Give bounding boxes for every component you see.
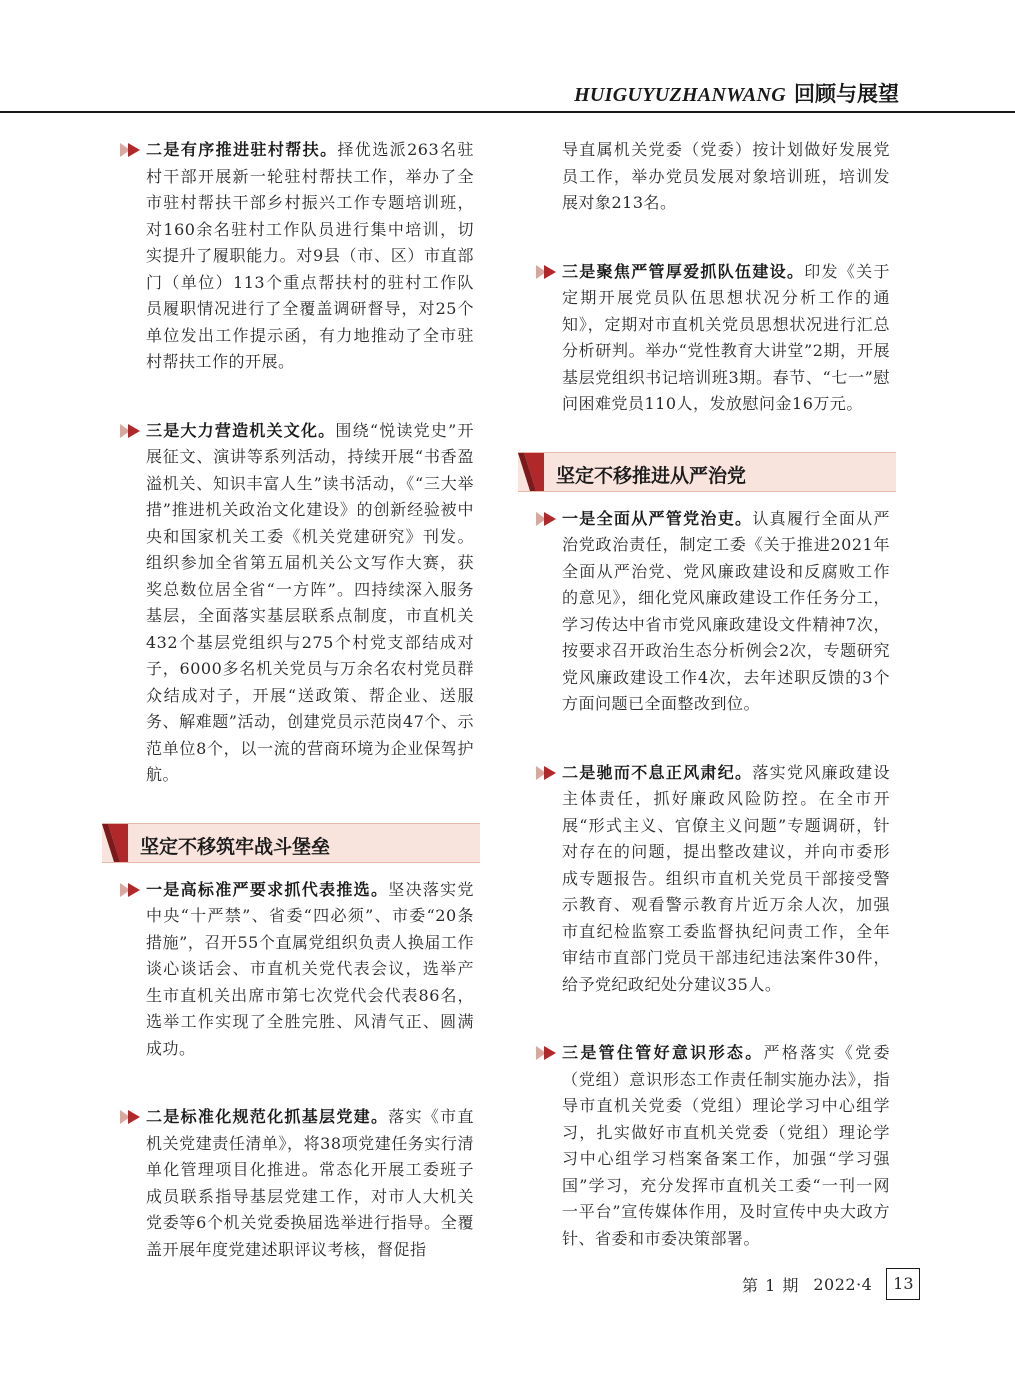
double-arrow-icon <box>536 265 558 279</box>
header-title <box>574 78 899 108</box>
page-footer <box>742 1268 920 1300</box>
paragraph-lead: 二是驰而不息正风肃纪。 <box>562 762 753 782</box>
paragraph-lead: 三是管住管好意识形态。 <box>562 1043 764 1062</box>
issue-date: 2022·4 <box>813 1274 873 1294</box>
paragraph-body: 严格落实《党委（党组）意识形态工作责任制实施办法》，指导市直机关党委（党组）理论学习中心组学习，扎实做好市直机关党委（党组）理论学习中心组学习档案备案工作，加强“学习强国”学习，充分发挥市直机关工委“一刊一网一平台”宣传媒体作用，及时宣传中央大政方针、省委和市委决策部署。 <box>562 1043 890 1248</box>
paragraph-agency-culture <box>112 418 474 789</box>
page-number: 13 <box>886 1268 920 1300</box>
double-arrow-icon <box>536 766 558 780</box>
double-arrow-icon <box>120 143 142 157</box>
section-title: 坚定不移推进从严治党 <box>556 464 747 487</box>
header-rule <box>0 111 1015 113</box>
paragraph-delegate-election <box>112 877 474 1063</box>
paragraph-lead: 二是标准化规范化抓基层党建。 <box>146 1107 389 1126</box>
paragraph-body: 落实党风廉政建设主体责任，抓好廉政风险防控。在全市开展“形式主义、官僚主义问题”专题调研，针对存在的问题，提出整改建议，并向市委形成专题报告。组织市直机关党员干部接受警示教育、观看警示教育片近万余人次，加强市直纪检监察工委监督执纪问责工作，全年审结市直部门党员干部违纪违法案件30件，给予党纪政纪处分建议35人。 <box>562 762 890 994</box>
header-title-en: HUIGUYUZHANWANG <box>574 84 786 106</box>
section-title: 坚定不移筑牢战斗堡垒 <box>140 835 331 858</box>
paragraph-lead: 三是聚焦严管厚爱抓队伍建设。 <box>562 261 805 281</box>
paragraph-body: 围绕“悦读党史”开展征文、演讲等系列活动，持续开展“书香盈溢机关、知识丰富人生”读书活动，《“三大举措”推进机关政治文化建设》的创新经验被中央和国家机关工委《机关党建研究》刊发。组织参加全省第五届机关公文写作大赛，获奖总数位居全省“一方阵”。四持续深入服务基层，全面落实基层联系点制度，市直机关432个基层党组织与275个村党支部结成对子，6000多名机关党员与万余名农村党员群众结成对子，开展“送政策、帮企业、送服务、解难题”活动，创建党员示范岗47个、示范单位8个，以一流的营商环境为企业保驾护航。 <box>146 420 474 784</box>
paragraph-lead: 三是大力营造机关文化。 <box>146 420 336 440</box>
double-arrow-icon <box>120 1110 142 1124</box>
paragraph-body: 落实《市直机关党建责任清单》，将38项党建任务实行清单化管理项目化推进。常态化开展工委班子成员联系指导基层党建工作，对市人大机关党委等6个机关党委换届选举进行指导。全覆盖开展年度党建述职评议考核，督促指 <box>146 1107 474 1259</box>
left-column <box>112 137 474 1263</box>
paragraph-lead: 一是高标准严要求抓代表推选。 <box>146 879 389 899</box>
paragraph-body: 择优选派263名驻村干部开展新一轮驻村帮扶工作，举办了全市驻村帮扶干部乡村振兴工作专题培训班，对160余名驻村工作队员进行集中培训，切实提升了履职能力。对9县（市、区）市直部门（单位）113个重点帮扶村的驻村工作队员履职情况进行了全覆盖调研督导，对25个单位发出工作提示函，有力地推动了全市驻村帮扶工作的开展。 <box>146 140 474 371</box>
section-heading <box>518 452 896 492</box>
double-arrow-icon <box>536 1046 558 1060</box>
page-header <box>0 0 1015 120</box>
paragraph-discipline <box>528 760 890 999</box>
double-arrow-icon <box>536 512 558 526</box>
paragraph-village-assistance <box>112 137 474 376</box>
paragraph-grassroots-party <box>112 1104 474 1263</box>
paragraph-lead: 一是全面从严管党治吏。 <box>562 508 753 528</box>
double-arrow-icon <box>120 424 142 438</box>
paragraph-strict-governance <box>528 506 890 718</box>
paragraph-body: 导直属机关党委（党委）按计划做好发展党员工作，举办党员发展对象培训班，培训发展对象213名。 <box>562 140 890 212</box>
section-heading <box>102 823 480 863</box>
issue-number: 第 1 期 <box>742 1275 800 1295</box>
header-title-cn: 回顾与展望 <box>794 82 899 106</box>
red-tab-icon <box>102 824 128 862</box>
double-arrow-icon <box>120 883 142 897</box>
paragraph-body: 坚决落实党中央“十严禁”、省委“四必须”、市委“20条措施”，召开55个直属党组织负责人换届工作谈心谈话会、市直机关党代表会议，选举产生市直机关出席市第七次党代会代表86名，选举工作实现了全胜完胜、风清气正、圆满成功。 <box>146 879 474 1058</box>
paragraph-ideology <box>528 1040 890 1252</box>
right-column <box>528 137 890 1252</box>
red-tab-icon <box>518 453 544 491</box>
paragraph-team-building <box>528 259 890 418</box>
paragraph-body: 认真履行全面从严治党政治责任，制定工委《关于推进2021年全面从严治党、党风廉政建设和反腐败工作的意见》，细化党风廉政建设工作任务分工，学习传达中省市党风廉政建设文件精神7次，按要求召开政治生态分析例会2次，专题研究党风廉政建设工作4次，去年述职反馈的3个方面问题已全面整改到位。 <box>562 508 890 713</box>
paragraph-continuation <box>528 137 890 217</box>
paragraph-lead: 二是有序推进驻村帮扶。 <box>146 140 338 159</box>
paragraph-body: 印发《关于定期开展党员队伍思想状况分析工作的通知》，定期对市直机关党员思想状况进行汇总分析研判。举办“党性教育大讲堂”2期，开展基层党组织书记培训班3期。春节、“七一”慰问困难党员110人，发放慰问金16万元。 <box>562 261 890 413</box>
